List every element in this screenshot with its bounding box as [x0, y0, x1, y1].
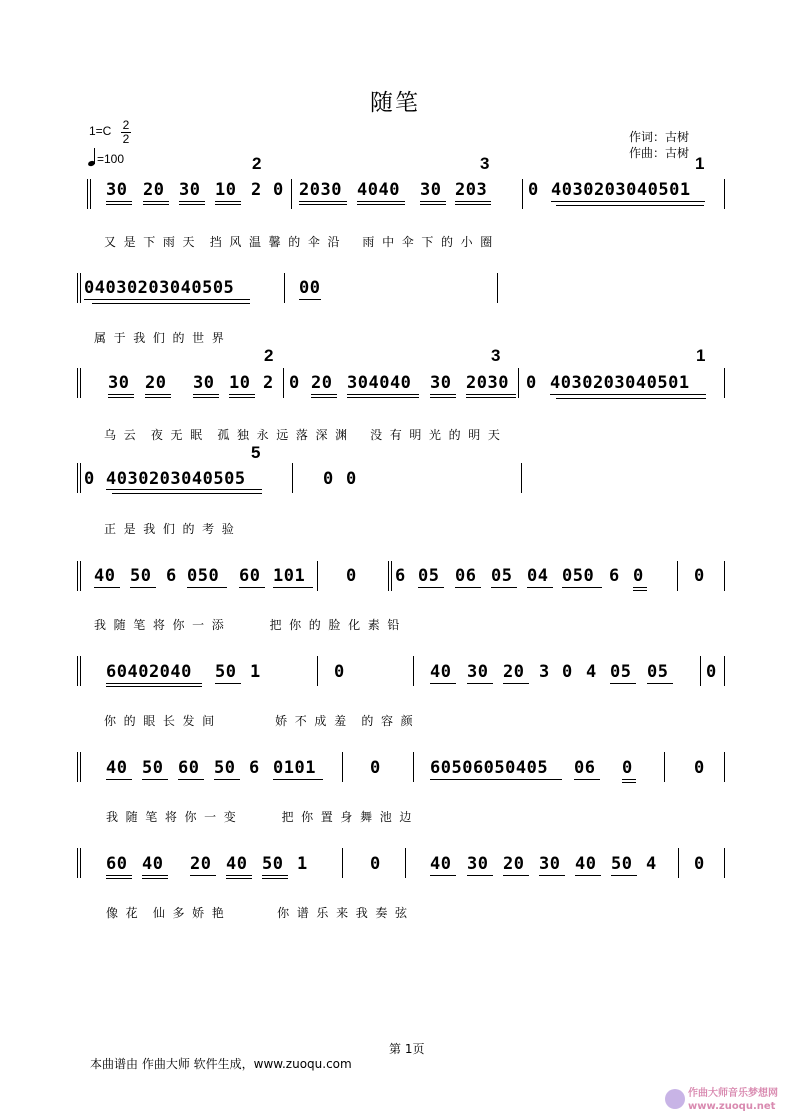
note-group: 04030203040505 — [84, 278, 235, 298]
high-octave-note: 3 — [491, 346, 501, 365]
rest: 0 — [323, 469, 334, 489]
rest: 0 — [694, 758, 705, 778]
watermark-title: 作曲大师音乐梦想网 — [688, 1088, 778, 1099]
note-group: 4030203040501 — [551, 180, 691, 200]
quarter-note-icon — [88, 148, 96, 166]
high-octave-note: 2 — [252, 154, 262, 173]
rest: 0 — [334, 662, 345, 682]
note-group: 06 — [574, 758, 596, 778]
note-group: 30 — [467, 662, 489, 682]
lyrics-line: 你 的 眼 长 发 间 娇 不 成 羞 的 容 颜 — [104, 714, 413, 728]
note-group: 05 — [647, 662, 669, 682]
note-group: 50 — [142, 758, 164, 778]
rest: 0 — [694, 854, 705, 874]
note-group: 30 — [430, 373, 452, 393]
tempo-value: =100 — [97, 152, 125, 166]
lyrics-line: 我 随 笔 将 你 一 变 把 你 置 身 舞 池 边 — [106, 810, 412, 824]
lyrics-line: 又 是 下 雨 天 挡 风 温 馨 的 伞 沿 雨 中 伞 下 的 小 圈 — [104, 235, 493, 249]
note-group: 101 — [273, 566, 306, 586]
generator-note: 本曲谱由 作曲大师 软件生成，www.zuoqu.com — [90, 1057, 352, 1071]
note-group: 4 — [586, 662, 597, 682]
note-group: 4030203040505 — [106, 469, 246, 489]
note-group: 6 — [249, 758, 260, 778]
note-group: 4030203040501 — [550, 373, 690, 393]
note-group: 30 — [193, 373, 215, 393]
note-group: 203 — [455, 180, 488, 200]
rest: 0 — [346, 469, 357, 489]
rest: 0 — [706, 662, 717, 682]
note-group: 05 — [418, 566, 440, 586]
note-group: 60 — [106, 854, 128, 874]
note-group: 60 — [178, 758, 200, 778]
note-group: 6 — [395, 566, 406, 586]
note-group: 2 — [263, 373, 274, 393]
note-group: 50 — [611, 854, 633, 874]
rest: 0 — [84, 469, 95, 489]
note-group: 20 — [311, 373, 333, 393]
note-group: 40 — [142, 854, 164, 874]
note-group: 050 — [187, 566, 220, 586]
note-group: 050 — [562, 566, 595, 586]
high-octave-note: 5 — [251, 443, 261, 462]
note-group: 40 — [430, 854, 452, 874]
note-group: 40 — [226, 854, 248, 874]
note-group: 50 — [262, 854, 284, 874]
note-group: 20 — [145, 373, 167, 393]
note-group: 05 — [610, 662, 632, 682]
note-group: 4040 — [357, 180, 400, 200]
rest: 0 — [289, 373, 300, 393]
note-group: 2030 — [299, 180, 342, 200]
rest: 0 — [528, 180, 539, 200]
note-group: 50 — [215, 662, 237, 682]
note-group: 30 — [106, 180, 128, 200]
note-group: 50 — [214, 758, 236, 778]
page-number: 第 1页 — [389, 1042, 425, 1056]
rest: 00 — [299, 278, 321, 298]
note-group: 05 — [491, 566, 513, 586]
key-signature: 1=C — [89, 124, 112, 138]
rest: 0 — [562, 662, 573, 682]
high-octave-note: 3 — [480, 154, 490, 173]
high-octave-note: 2 — [264, 346, 274, 365]
note-group: 60402040 — [106, 662, 192, 682]
note-group: 20 — [503, 854, 525, 874]
watermark-url[interactable]: www.zuoqu.net — [688, 1101, 776, 1112]
note-group: 6 — [609, 566, 620, 586]
note-group: 40 — [430, 662, 452, 682]
rest: 0 — [370, 854, 381, 874]
time-signature-bottom: 2 — [122, 132, 130, 146]
note-group: 40 — [94, 566, 116, 586]
time-signature — [121, 119, 131, 146]
rest: 0 — [622, 758, 633, 778]
note-group: 30 — [539, 854, 561, 874]
lyricist-credit: 作词：古树 — [629, 130, 690, 144]
note-group: 20 — [143, 180, 165, 200]
note-group: 40 — [106, 758, 128, 778]
tempo-marking — [88, 148, 124, 166]
rest: 0 — [694, 566, 705, 586]
note-group: 304040 — [347, 373, 412, 393]
time-signature-top: 2 — [122, 118, 130, 132]
note-group: 0101 — [273, 758, 316, 778]
high-octave-note: 1 — [696, 346, 706, 365]
note-group: 30 — [467, 854, 489, 874]
note-group: 10 — [215, 180, 237, 200]
note-group: 50 — [130, 566, 152, 586]
note-group: 10 — [229, 373, 251, 393]
watermark-logo-icon — [665, 1089, 685, 1109]
rest: 0 — [633, 566, 644, 586]
note-group: 20 — [503, 662, 525, 682]
high-octave-note: 1 — [695, 154, 705, 173]
note-group: 2030 — [466, 373, 509, 393]
lyrics-line: 我 随 笔 将 你 一 添 把 你 的 脸 化 素 铅 — [94, 618, 400, 632]
note-group: 4 — [646, 854, 657, 874]
lyrics-line: 属 于 我 们 的 世 界 — [94, 331, 224, 345]
note-group: 2 — [251, 180, 262, 200]
note-group: 1 — [250, 662, 261, 682]
note-group: 6 — [166, 566, 177, 586]
note-group: 3 — [539, 662, 550, 682]
note-group: 20 — [190, 854, 212, 874]
rest: 0 — [273, 180, 284, 200]
note-group: 60 — [239, 566, 261, 586]
note-group: 40 — [575, 854, 597, 874]
note-group: 60506050405 — [430, 758, 549, 778]
lyrics-line: 像 花 仙 多 娇 艳 你 谱 乐 来 我 奏 弦 — [106, 906, 407, 920]
note-group: 30 — [108, 373, 130, 393]
note-group: 30 — [420, 180, 442, 200]
note-group: 06 — [455, 566, 477, 586]
rest: 0 — [370, 758, 381, 778]
note-group: 1 — [297, 854, 308, 874]
note-group: 30 — [179, 180, 201, 200]
composer-credit: 作曲：古树 — [629, 146, 690, 160]
lyrics-line: 乌 云 夜 无 眠 孤 独 永 远 落 深 渊 没 有 明 光 的 明 天 — [104, 428, 500, 442]
note-group: 04 — [527, 566, 549, 586]
rest: 0 — [346, 566, 357, 586]
rest: 0 — [526, 373, 537, 393]
song-title: 随笔 — [370, 90, 420, 116]
lyrics-line: 正 是 我 们 的 考 验 — [104, 522, 234, 536]
